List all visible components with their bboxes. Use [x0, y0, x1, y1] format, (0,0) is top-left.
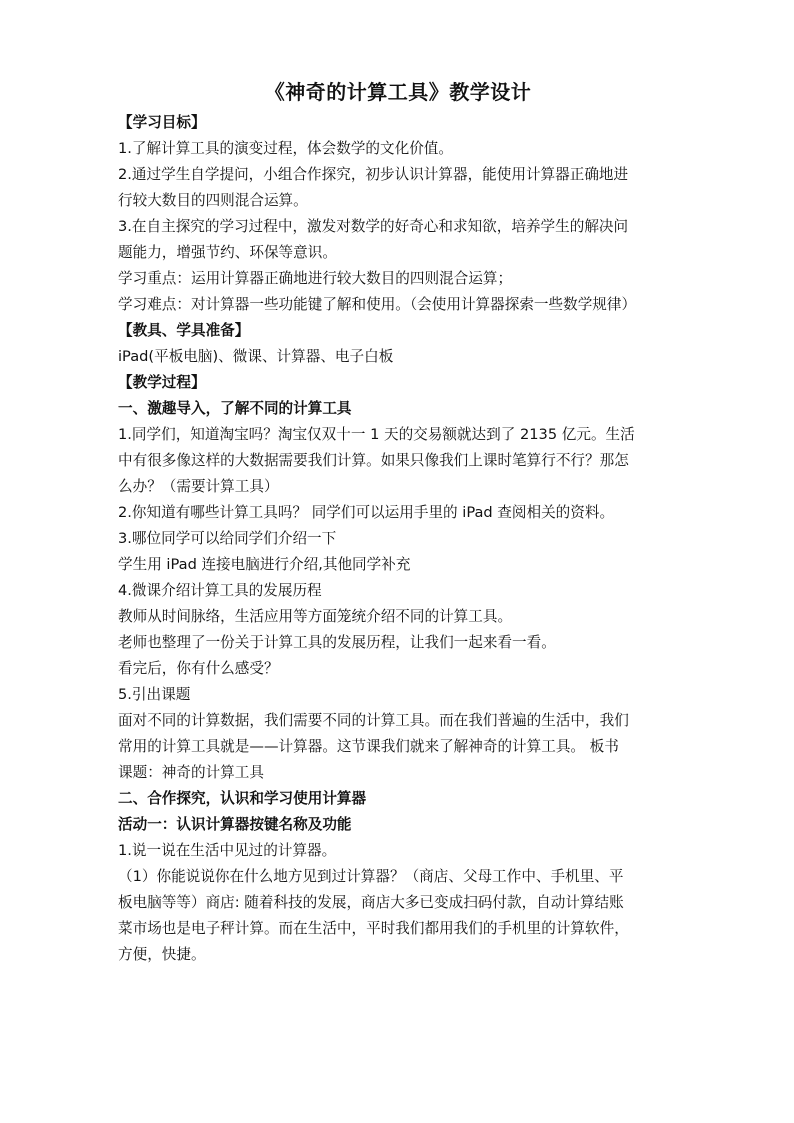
section-heading: 【教具、学具准备】 — [118, 322, 250, 339]
text-line: 3.在自主探究的学习过程中，激发对数学的好奇心和求知欲，培养学生的解决问 — [118, 218, 629, 235]
document-title: 《神奇的计算工具》教学设计 — [264, 80, 532, 104]
text-line: 方便，快捷。 — [118, 946, 206, 963]
text-line: 常用的计算工具就是——计算器。这节课我们就来了解神奇的计算工具。 板书 — [118, 738, 619, 755]
text-line: 课题：神奇的计算工具 — [118, 764, 264, 781]
text-line: 老师也整理了一份关于计算工具的发展历程，让我们一起来看一看。 — [118, 634, 556, 651]
section-heading: 活动一：认识计算器按键名称及功能 — [118, 816, 352, 833]
document-body — [118, 110, 678, 968]
section-heading: 【教学过程】 — [118, 374, 206, 391]
section-heading: 二、合作探究，认识和学习使用计算器 — [118, 790, 367, 807]
section-heading: 【学习目标】 — [118, 114, 206, 131]
text-line: 学生用 iPad 连接电脑进行介绍,其他同学补充 — [118, 556, 411, 573]
text-line: 1.说一说在生活中见过的计算器。 — [118, 842, 337, 859]
text-line: 面对不同的计算数据，我们需要不同的计算工具。而在我们普遍的生活中，我们 — [118, 712, 629, 729]
text-line: 3.哪位同学可以给同学们介绍一下 — [118, 530, 337, 547]
text-line: 学习重点：运用计算器正确地进行较大数目的四则混合运算； — [118, 270, 513, 287]
text-line: 5.引出课题 — [118, 686, 191, 703]
text-line: 教师从时间脉络，生活应用等方面笼统介绍不同的计算工具。 — [118, 608, 513, 625]
text-line: 1.同学们，知道淘宝吗？淘宝仅双十一 1 天的交易额就达到了 2135 亿元。生活 — [118, 426, 635, 443]
text-line: 么办？（需要计算工具） — [118, 478, 279, 495]
text-line: 1.了解计算工具的演变过程，体会数学的文化价值。 — [118, 140, 453, 157]
text-line: iPad(平板电脑)、微课、计算器、电子白板 — [118, 348, 394, 365]
section-heading: 一、激趣导入，了解不同的计算工具 — [118, 400, 352, 417]
text-line: 2.你知道有哪些计算工具吗？ 同学们可以运用手里的 iPad 查阅相关的资料。 — [118, 504, 615, 521]
document-page — [118, 76, 678, 968]
text-line: 题能力，增强节约、环保等意识。 — [118, 244, 337, 261]
text-line: （1）你能说说你在什么地方见到过计算器？（商店、父母工作中、手机里、平 — [118, 868, 624, 885]
text-line: 看完后，你有什么感受？ — [118, 660, 279, 677]
text-line: 行较大数目的四则混合运算。 — [118, 192, 308, 209]
text-line: 4.微课介绍计算工具的发展历程 — [118, 582, 322, 599]
text-line: 板电脑等等）商店: 随着科技的发展，商店大多已变成扫码付款，自动计算结账 — [118, 894, 624, 911]
text-line: 学习难点：对计算器一些功能键了解和使用。（会使用计算器探索一些数学规律） — [118, 296, 637, 313]
text-line: 菜市场也是电子秤计算。而在生活中，平时我们都用我们的手机里的计算软件， — [118, 920, 629, 937]
text-line: 中有很多像这样的大数据需要我们计算。如果只像我们上课时笔算行不行？那怎 — [118, 452, 629, 469]
text-line: 2.通过学生自学提问，小组合作探究，初步认识计算器，能使用计算器正确地进 — [118, 166, 629, 183]
